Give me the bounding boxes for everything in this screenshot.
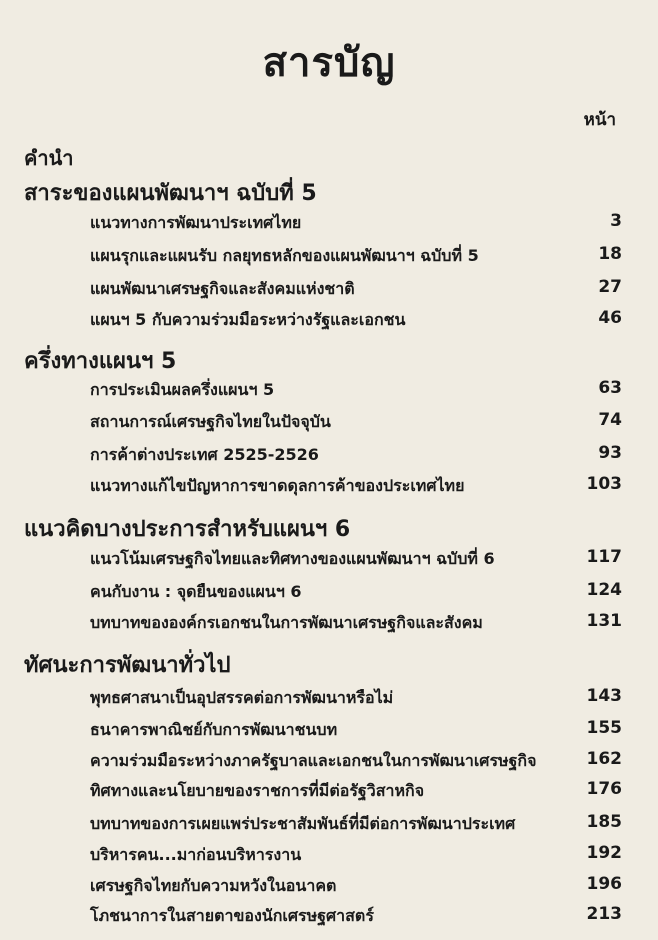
entry-title: แผนพัฒนาเศรษฐกิจและสังคมแห่งชาติ: [90, 279, 355, 298]
entry-title: บริหารคน...มาก่อนบริหารงาน: [90, 845, 302, 864]
entry-page: 103: [586, 474, 622, 494]
entry-page: 143: [586, 686, 622, 706]
toc-entry: [90, 904, 622, 928]
entry-title: แนวทางแก้ไขปัญหาการขาดดุลการค้าของประเทศไทย: [90, 476, 465, 495]
entry-title: โภชนาการในสายตาของนักเศรษฐศาสตร์: [90, 906, 374, 925]
toc-entry: [90, 547, 622, 571]
toc-entry: [90, 749, 622, 773]
entry-page: 93: [598, 443, 622, 463]
toc-entry: [90, 580, 622, 604]
toc-entry: [90, 843, 622, 867]
entry-title: แผนฯ 5 กับความร่วมมือระหว่างรัฐและเอกชน: [90, 310, 406, 329]
entry-title: พุทธศาสนาเป็นอุปสรรคต่อการพัฒนาหรือไม่: [90, 688, 394, 707]
entry-page: 192: [586, 843, 622, 863]
section-heading: ทัศนะการพัฒนาทั่วไป: [24, 653, 231, 678]
toc-entry: [90, 611, 622, 635]
entry-page: 3: [610, 211, 622, 231]
entry-page: 131: [586, 611, 622, 631]
entry-page: 63: [598, 378, 622, 398]
page-title: สารบัญ: [262, 40, 396, 86]
section-heading: แนวคิดบางประการสำหรับแผนฯ 6: [24, 517, 351, 542]
entry-title: ทิศทางและนโยบายของราชการที่มีต่อรัฐวิสาหกิจ: [90, 781, 425, 800]
toc-entry: [90, 474, 622, 498]
entry-page: 155: [586, 718, 622, 738]
toc-entry: [90, 779, 622, 803]
entry-title: แนวโน้มเศรษฐกิจไทยและทิศทางของแผนพัฒนาฯ ฉบับที่ 6: [90, 549, 495, 568]
toc-entry: [90, 874, 622, 898]
toc-entry: [90, 277, 622, 301]
entry-title: คนกับงาน : จุดยืนของแผนฯ 6: [90, 582, 302, 601]
section-heading: ครึ่งทางแผนฯ 5: [24, 349, 177, 374]
entry-title: ความร่วมมือระหว่างภาครัฐบาลและเอกชนในการพัฒนาเศรษฐกิจ: [90, 751, 537, 770]
page-column-label: หน้า: [583, 110, 616, 130]
toc-entry: [90, 378, 622, 402]
entry-page: 176: [586, 779, 622, 799]
toc-entry: [90, 718, 622, 742]
entry-page: 185: [586, 812, 622, 832]
entry-page: 18: [598, 244, 622, 264]
entry-page: 196: [586, 874, 622, 894]
section-heading: สาระของแผนพัฒนาฯ ฉบับที่ 5: [24, 181, 317, 206]
toc-entry: [90, 244, 622, 268]
entry-page: 27: [598, 277, 622, 297]
toc-entry: [90, 410, 622, 434]
toc-entry: [90, 812, 622, 836]
entry-title: เศรษฐกิจไทยกับความหวังในอนาคต: [90, 876, 337, 895]
entry-page: 46: [598, 308, 622, 328]
entry-page: 213: [586, 904, 622, 924]
entry-page: 117: [586, 547, 622, 567]
entry-title: การประเมินผลครึ่งแผนฯ 5: [90, 380, 275, 399]
entry-title: บทบาทขององค์กรเอกชนในการพัฒนาเศรษฐกิจและสังคม: [90, 613, 483, 632]
entry-title: แนวทางการพัฒนาประเทศไทย: [90, 213, 302, 232]
entry-page: 124: [586, 580, 622, 600]
entry-title: บทบาทของการเผยแพร่ประชาสัมพันธ์ที่มีต่อการพัฒนาประเทศ: [90, 814, 516, 833]
toc-entry: [90, 308, 622, 332]
entry-page: 162: [586, 749, 622, 769]
entry-page: 74: [598, 410, 622, 430]
entry-title: สถานการณ์เศรษฐกิจไทยในปัจจุบัน: [90, 412, 331, 431]
intro-heading: คำนำ: [24, 146, 74, 170]
toc-entry: [90, 686, 622, 710]
toc-entry: [90, 443, 622, 467]
entry-title: แผนรุกและแผนรับ กลยุทธหลักของแผนพัฒนาฯ ฉบับที่ 5: [90, 246, 479, 265]
entry-title: ธนาคารพาณิชย์กับการพัฒนาชนบท: [90, 720, 338, 739]
entry-title: การค้าต่างประเทศ 2525-2526: [90, 445, 319, 464]
toc-entry: [90, 211, 622, 235]
